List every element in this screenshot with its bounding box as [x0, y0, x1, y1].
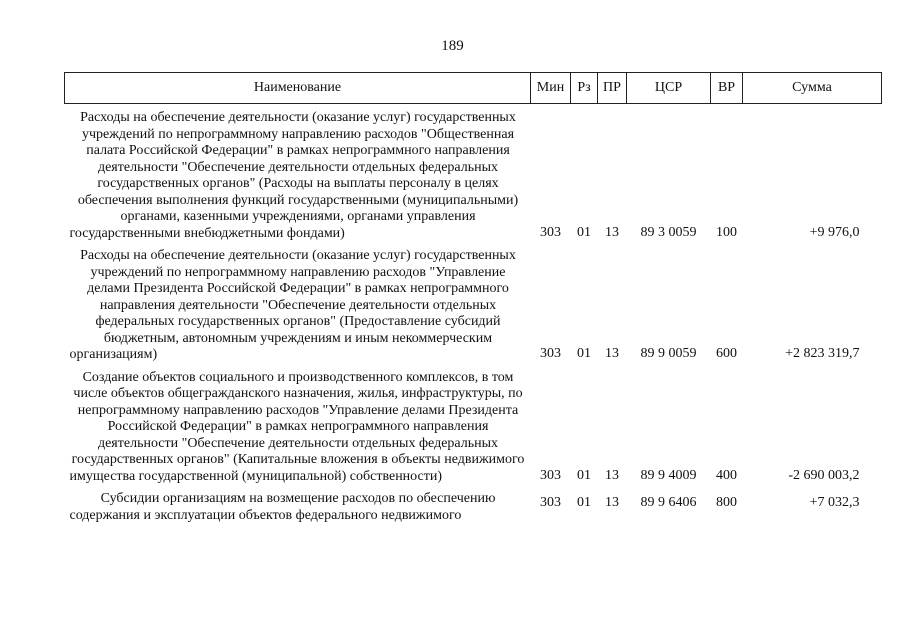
- row-csr: 89 9 0059: [640, 346, 697, 361]
- row-sum: +7 032,3: [809, 495, 860, 510]
- header-name: Наименование: [65, 73, 531, 104]
- row-rz: 01: [577, 467, 591, 483]
- row-rz: 01: [577, 224, 591, 240]
- row-vr: 400: [716, 467, 737, 483]
- row-sum: +9 976,0: [809, 224, 860, 240]
- row-pr: 13: [605, 346, 619, 361]
- row-pr: 13: [605, 467, 619, 483]
- row-csr: 89 9 6406: [640, 495, 697, 510]
- row-min: 303: [540, 467, 561, 483]
- row-pr: 13: [605, 224, 619, 240]
- row-vr: 600: [716, 346, 737, 361]
- table-row: [65, 242, 882, 364]
- budget-table: [64, 72, 882, 524]
- header-rz: Рз: [571, 73, 598, 104]
- header-pr: ПР: [598, 73, 627, 104]
- header-sum: Сумма: [743, 73, 882, 104]
- row-min: 303: [540, 224, 561, 240]
- table-row: [65, 104, 882, 243]
- header-min: Мин: [531, 73, 571, 104]
- page-number: 189: [441, 38, 464, 54]
- row-name: Создание объектов социального и производственного комплексов, в том числе объектов общегражданского назначения, жилья, инфраструктуры, по непрограммному направлению расходов "Управление делами Президента Российской Федерации" в рамках непрограммного направления деятельности "Обеспечение деятельности отдельных федеральных государственных органов" (Капитальные вложения в объекты недвижимого имущества государственной (муниципальной) собственности): [69, 369, 525, 484]
- row-min: 303: [540, 495, 561, 510]
- header-csr: ЦСР: [627, 73, 711, 104]
- table-header-row: [65, 73, 882, 104]
- row-csr: 89 9 4009: [640, 467, 697, 483]
- row-min: 303: [540, 346, 561, 361]
- row-name: Субсидии организациям на возмещение расходов по обеспечению содержания и эксплуатации объектов федерального недвижимого: [69, 491, 496, 523]
- row-pr: 13: [605, 495, 619, 510]
- row-sum: -2 690 003,2: [788, 467, 860, 483]
- header-vr: ВР: [711, 73, 743, 104]
- row-name: Расходы на обеспечение деятельности (оказание услуг) государственных учреждений по непрограммному направлению расходов "Общественная палата Российской Федерации" в рамках непрограммного направления деятельности "Обеспечение деятельности отдельных федеральных государственных органов" (Расходы на выплаты персоналу в целях обеспечения выполнения функций государственными (муниципальными) органами, казенными учреждениями, органами управления государственными внебюджетными фондами): [69, 110, 519, 241]
- table-row: [65, 485, 882, 524]
- row-sum: +2 823 319,7: [785, 346, 860, 361]
- row-vr: 100: [716, 224, 737, 240]
- table-row: [65, 364, 882, 486]
- row-rz: 01: [577, 495, 591, 510]
- row-csr: 89 3 0059: [640, 224, 697, 240]
- row-vr: 800: [716, 495, 737, 510]
- row-name: Расходы на обеспечение деятельности (оказание услуг) государственных учреждений по непрограммному направлению расходов "Управление делами Президента Российской Федерации" в рамках непрограммного направления деятельности "Обеспечение деятельности отдельных федеральных государственных органов" (Предоставление субсидий бюджетным, автономным учреждениям и иным некоммерческим организациям): [69, 248, 516, 362]
- row-rz: 01: [577, 346, 591, 361]
